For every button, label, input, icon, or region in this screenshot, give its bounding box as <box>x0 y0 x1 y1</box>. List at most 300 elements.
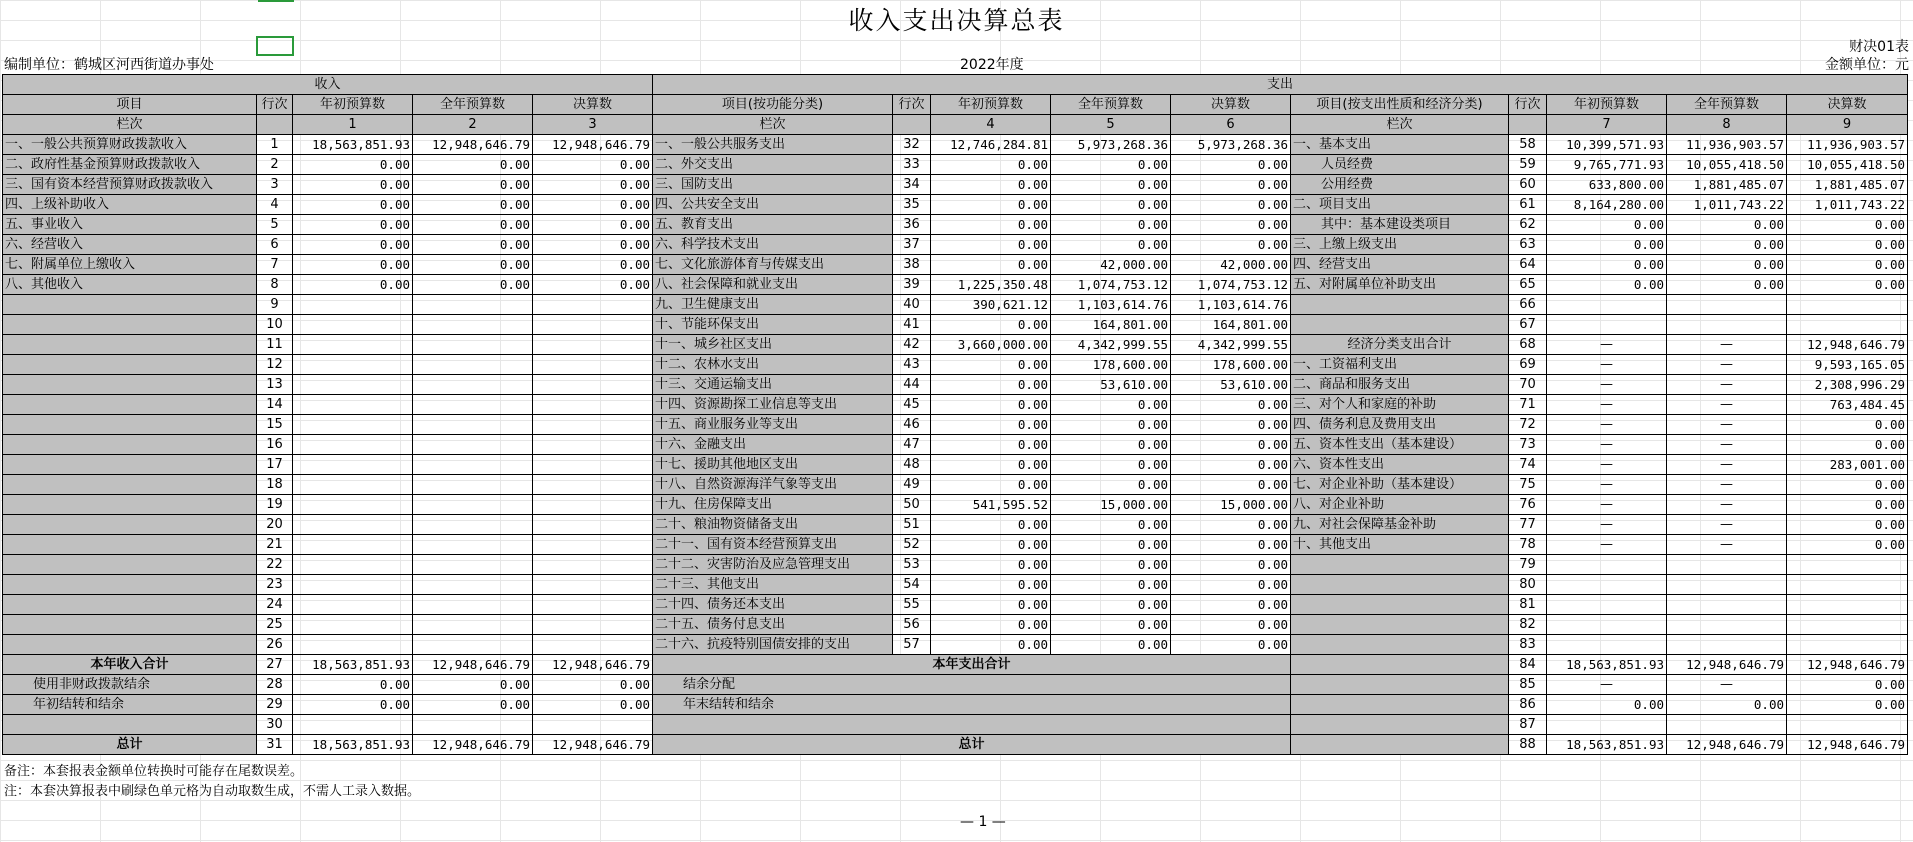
cell-value[interactable]: 1,103,614.76 <box>1051 295 1171 315</box>
table-row <box>3 555 1908 575</box>
cell-value[interactable] <box>1547 555 1667 575</box>
summary-table <box>2 74 1908 755</box>
cell-value[interactable]: 8,164,280.00 <box>1547 195 1667 215</box>
cell-value[interactable]: 4,342,999.55 <box>1051 335 1171 355</box>
cell-value[interactable]: 0.00 <box>533 175 653 195</box>
cell-value[interactable]: 12,948,646.79 <box>1667 735 1787 755</box>
cell-value[interactable]: — <box>1547 535 1667 555</box>
cell-value[interactable] <box>533 635 653 655</box>
row-no: 70 <box>1509 375 1547 395</box>
cell-value[interactable]: 9,593,165.05 <box>1787 355 1908 375</box>
cell-value[interactable] <box>413 615 533 635</box>
cell-value[interactable]: 0.00 <box>1051 175 1171 195</box>
cell-value[interactable]: — <box>1667 395 1787 415</box>
cell-value[interactable]: 0.00 <box>1051 475 1171 495</box>
cell-value[interactable]: 0.00 <box>533 695 653 715</box>
cell-value[interactable] <box>1547 575 1667 595</box>
cell-value[interactable]: 12,948,646.79 <box>1667 655 1787 675</box>
cell-value[interactable]: 0.00 <box>413 235 533 255</box>
row-item: 五、资本性支出（基本建设） <box>1291 435 1509 455</box>
row-no: 18 <box>257 475 293 495</box>
cell-value[interactable] <box>533 535 653 555</box>
cell-value[interactable]: 0.00 <box>1171 615 1291 635</box>
cell-value[interactable]: 18,563,851.93 <box>293 735 413 755</box>
cell-value[interactable]: 0.00 <box>1171 235 1291 255</box>
cell-value[interactable] <box>293 335 413 355</box>
cell-value[interactable] <box>1667 295 1787 315</box>
row-item: 一、一般公共服务支出 <box>653 135 893 155</box>
cell-value[interactable]: 15,000.00 <box>1171 495 1291 515</box>
cell-value[interactable]: 1,881,485.07 <box>1787 175 1908 195</box>
cell-value[interactable]: 4,342,999.55 <box>1171 335 1291 355</box>
col-index: 5 <box>1051 115 1171 135</box>
cell-value[interactable]: 0.00 <box>1171 515 1291 535</box>
cell-value[interactable]: 390,621.12 <box>931 295 1051 315</box>
cell-value[interactable]: — <box>1667 375 1787 395</box>
cell-value[interactable]: 11,936,903.57 <box>1787 135 1908 155</box>
cell-value[interactable]: 0.00 <box>931 195 1051 215</box>
cell-value[interactable] <box>1787 295 1908 315</box>
table-row <box>3 275 1908 295</box>
cell-value[interactable]: — <box>1667 495 1787 515</box>
cell-value[interactable] <box>293 455 413 475</box>
cell-value[interactable]: — <box>1547 455 1667 475</box>
cell-value[interactable]: 0.00 <box>533 215 653 235</box>
cell-value[interactable]: 18,563,851.93 <box>293 135 413 155</box>
cell-value[interactable]: 10,055,418.50 <box>1667 155 1787 175</box>
cell-value[interactable]: 0.00 <box>413 155 533 175</box>
cell-value[interactable] <box>1787 635 1908 655</box>
cell-value[interactable]: 0.00 <box>293 175 413 195</box>
cell-value[interactable] <box>293 435 413 455</box>
cell-value[interactable] <box>413 535 533 555</box>
row-no: 58 <box>1509 135 1547 155</box>
cell-value[interactable] <box>1547 615 1667 635</box>
cell-value[interactable]: 178,600.00 <box>1051 355 1171 375</box>
cell-value[interactable]: 0.00 <box>1171 635 1291 655</box>
cell-value[interactable]: — <box>1667 675 1787 695</box>
cell-value[interactable]: 0.00 <box>1051 575 1171 595</box>
cell-value[interactable]: 18,563,851.93 <box>1547 735 1667 755</box>
form-code: 财决01表 <box>1849 39 1909 55</box>
cell-value[interactable]: 12,948,646.79 <box>533 655 653 675</box>
cell-value[interactable]: 0.00 <box>931 615 1051 635</box>
cell-value[interactable]: 10,055,418.50 <box>1787 155 1908 175</box>
cell-value[interactable]: 10,399,571.93 <box>1547 135 1667 155</box>
row-item <box>1291 295 1509 315</box>
cell-value[interactable]: 0.00 <box>1051 515 1171 535</box>
cell-value[interactable]: 0.00 <box>931 595 1051 615</box>
cell-value[interactable]: — <box>1547 495 1667 515</box>
cell-value[interactable] <box>413 515 533 535</box>
cell-value[interactable]: 0.00 <box>1171 475 1291 495</box>
cell-value[interactable]: 42,000.00 <box>1171 255 1291 275</box>
cell-value[interactable]: 0.00 <box>1051 195 1171 215</box>
cell-value[interactable]: 0.00 <box>533 275 653 295</box>
row-no: 72 <box>1509 415 1547 435</box>
cell-value[interactable] <box>1547 295 1667 315</box>
cell-value[interactable] <box>413 335 533 355</box>
cell-value[interactable]: 18,563,851.93 <box>1547 655 1667 675</box>
cell-value[interactable] <box>533 495 653 515</box>
cell-value[interactable]: — <box>1667 455 1787 475</box>
row-no: 36 <box>893 215 931 235</box>
cell-value[interactable] <box>533 335 653 355</box>
cell-value[interactable] <box>533 435 653 455</box>
cell-value[interactable]: 0.00 <box>1787 235 1908 255</box>
cell-value[interactable]: 0.00 <box>1787 475 1908 495</box>
cell-value[interactable]: — <box>1667 435 1787 455</box>
cell-value[interactable] <box>293 475 413 495</box>
cell-value[interactable]: 0.00 <box>1171 175 1291 195</box>
cell-value[interactable]: 1,881,485.07 <box>1667 175 1787 195</box>
cell-value[interactable]: — <box>1547 395 1667 415</box>
cell-value[interactable]: 0.00 <box>413 195 533 215</box>
cell-value[interactable] <box>413 295 533 315</box>
row-item <box>3 315 257 335</box>
cell-value[interactable]: 0.00 <box>1171 455 1291 475</box>
cell-value[interactable]: 12,948,646.79 <box>1787 335 1908 355</box>
cell-value[interactable]: 0.00 <box>1051 215 1171 235</box>
expense-group-header: 支出 <box>653 75 1908 95</box>
row-no: 63 <box>1509 235 1547 255</box>
cell-value[interactable]: 0.00 <box>1787 535 1908 555</box>
row-no: 56 <box>893 615 931 635</box>
row-no: 69 <box>1509 355 1547 375</box>
cell-value[interactable]: 0.00 <box>1667 275 1787 295</box>
cell-value[interactable]: 0.00 <box>533 235 653 255</box>
row-item: 四、债务利息及费用支出 <box>1291 415 1509 435</box>
cell-value[interactable] <box>1787 575 1908 595</box>
cell-value[interactable]: 0.00 <box>1051 555 1171 575</box>
cell-value[interactable]: 0.00 <box>1051 395 1171 415</box>
cell-value[interactable]: 0.00 <box>1171 415 1291 435</box>
cell-value[interactable]: 0.00 <box>1171 395 1291 415</box>
cell-value[interactable]: 0.00 <box>293 235 413 255</box>
cell-value[interactable]: 0.00 <box>533 195 653 215</box>
cell-value[interactable] <box>413 415 533 435</box>
cell-value[interactable]: 12,948,646.79 <box>413 655 533 675</box>
cell-value[interactable]: 0.00 <box>1171 575 1291 595</box>
cell-value[interactable]: 15,000.00 <box>1051 495 1171 515</box>
cell-value[interactable] <box>533 615 653 635</box>
cell-value[interactable] <box>293 635 413 655</box>
cell-value[interactable] <box>293 595 413 615</box>
cell-value[interactable] <box>1667 635 1787 655</box>
cell-value[interactable]: 1,011,743.22 <box>1787 195 1908 215</box>
cell-value[interactable]: 0.00 <box>931 175 1051 195</box>
cell-value[interactable] <box>533 575 653 595</box>
cell-value[interactable]: 763,484.45 <box>1787 395 1908 415</box>
cell-value[interactable]: 0.00 <box>1051 415 1171 435</box>
cell-value[interactable]: 0.00 <box>1171 155 1291 175</box>
cell-value[interactable]: 0.00 <box>293 215 413 235</box>
row-no: 52 <box>893 535 931 555</box>
row-no: 28 <box>257 675 293 695</box>
cell-value[interactable]: — <box>1667 535 1787 555</box>
cell-value[interactable] <box>1667 615 1787 635</box>
table-row <box>3 195 1908 215</box>
cell-value[interactable]: 12,948,646.79 <box>1787 735 1908 755</box>
col-index: 9 <box>1787 115 1908 135</box>
cell-value[interactable] <box>1667 555 1787 575</box>
cell-value[interactable] <box>533 315 653 335</box>
cell-value[interactable]: 0.00 <box>1787 515 1908 535</box>
cell-value[interactable]: 0.00 <box>931 635 1051 655</box>
cell-value[interactable]: 0.00 <box>1171 535 1291 555</box>
cell-value[interactable]: — <box>1667 475 1787 495</box>
cell-value[interactable]: 12,948,646.79 <box>533 735 653 755</box>
cell-value[interactable]: 0.00 <box>931 215 1051 235</box>
cell-value[interactable]: 0.00 <box>1787 255 1908 275</box>
cell-value[interactable]: 53,610.00 <box>1051 375 1171 395</box>
cell-value[interactable]: 0.00 <box>1667 215 1787 235</box>
cell-value[interactable]: 0.00 <box>293 675 413 695</box>
row-no: 44 <box>893 375 931 395</box>
cell-value[interactable]: — <box>1547 515 1667 535</box>
row-no: 71 <box>1509 395 1547 415</box>
cell-value[interactable] <box>293 415 413 435</box>
cell-value[interactable]: 18,563,851.93 <box>293 655 413 675</box>
cell-value[interactable]: 0.00 <box>1787 415 1908 435</box>
cell-value[interactable]: 0.00 <box>931 435 1051 455</box>
cell-value[interactable]: 541,595.52 <box>931 495 1051 515</box>
cell-value[interactable]: 0.00 <box>1051 635 1171 655</box>
cell-value[interactable]: 0.00 <box>1667 235 1787 255</box>
cell-value[interactable]: 12,948,646.79 <box>533 135 653 155</box>
cell-value[interactable]: 0.00 <box>533 255 653 275</box>
cell-value[interactable]: 1,074,753.12 <box>1051 275 1171 295</box>
cell-value[interactable]: 0.00 <box>293 255 413 275</box>
cell-value[interactable] <box>413 635 533 655</box>
cell-value[interactable]: 0.00 <box>931 415 1051 435</box>
cell-value[interactable]: 9,765,771.93 <box>1547 155 1667 175</box>
cell-value[interactable]: 0.00 <box>931 455 1051 475</box>
row-item: 八、社会保障和就业支出 <box>653 275 893 295</box>
cell-value[interactable]: 0.00 <box>1787 675 1908 695</box>
cell-value[interactable]: — <box>1547 435 1667 455</box>
row-no: 45 <box>893 395 931 415</box>
cell-value[interactable]: — <box>1547 335 1667 355</box>
cell-value[interactable]: 5,973,268.36 <box>1171 135 1291 155</box>
cell-value[interactable] <box>533 395 653 415</box>
cell-value[interactable]: 0.00 <box>1171 555 1291 575</box>
cell-value[interactable]: 0.00 <box>1051 455 1171 475</box>
cell-value[interactable]: 2,308,996.29 <box>1787 375 1908 395</box>
cell-value[interactable]: 0.00 <box>1787 215 1908 235</box>
cell-value[interactable]: 0.00 <box>1787 495 1908 515</box>
cell-value[interactable] <box>413 375 533 395</box>
cell-value[interactable] <box>293 315 413 335</box>
row-item <box>3 555 257 575</box>
cell-value[interactable]: 0.00 <box>293 695 413 715</box>
cell-value[interactable]: 12,746,284.81 <box>931 135 1051 155</box>
cell-value[interactable]: 11,936,903.57 <box>1667 135 1787 155</box>
cell-value[interactable]: 0.00 <box>931 255 1051 275</box>
cell-value[interactable] <box>533 475 653 495</box>
cell-value[interactable]: 0.00 <box>1051 435 1171 455</box>
cell-value[interactable] <box>293 515 413 535</box>
row-item <box>1291 615 1509 635</box>
cell-value[interactable]: 0.00 <box>293 195 413 215</box>
cell-value[interactable]: 0.00 <box>413 695 533 715</box>
cell-value[interactable] <box>413 355 533 375</box>
cell-value[interactable]: — <box>1547 475 1667 495</box>
row-no: 74 <box>1509 455 1547 475</box>
cell-value[interactable]: 178,600.00 <box>1171 355 1291 375</box>
row-item <box>3 395 257 415</box>
row-item: 十九、住房保障支出 <box>653 495 893 515</box>
cell-value[interactable]: 0.00 <box>533 675 653 695</box>
cell-value[interactable]: 0.00 <box>1667 255 1787 275</box>
cell-value[interactable]: 0.00 <box>293 155 413 175</box>
cell-value[interactable]: 12,948,646.79 <box>1787 655 1908 675</box>
cell-value[interactable] <box>413 395 533 415</box>
cell-value[interactable] <box>413 435 533 455</box>
cell-value[interactable] <box>413 315 533 335</box>
cell-value[interactable]: 0.00 <box>1051 535 1171 555</box>
cell-value[interactable]: 0.00 <box>413 675 533 695</box>
cell-value[interactable]: 0.00 <box>931 555 1051 575</box>
table-row <box>3 415 1908 435</box>
cell-value[interactable]: — <box>1547 415 1667 435</box>
row-no: 34 <box>893 175 931 195</box>
cell-value[interactable]: 42,000.00 <box>1051 255 1171 275</box>
cell-value[interactable] <box>293 355 413 375</box>
cell-value[interactable]: 0.00 <box>931 235 1051 255</box>
cell-value[interactable] <box>293 375 413 395</box>
cell-value[interactable] <box>1787 595 1908 615</box>
cell-value[interactable]: 0.00 <box>1547 695 1667 715</box>
cell-value[interactable]: 0.00 <box>1787 275 1908 295</box>
cell-value[interactable]: 53,610.00 <box>1171 375 1291 395</box>
cell-value[interactable] <box>1547 635 1667 655</box>
cell-value[interactable]: 12,948,646.79 <box>413 735 533 755</box>
cell-value[interactable]: 0.00 <box>931 395 1051 415</box>
cell-value[interactable]: 0.00 <box>1051 595 1171 615</box>
cell-value[interactable] <box>293 295 413 315</box>
cell-value[interactable]: — <box>1547 355 1667 375</box>
cell-value[interactable] <box>533 555 653 575</box>
cell-value[interactable]: 0.00 <box>1051 155 1171 175</box>
cell-value[interactable]: 0.00 <box>1787 695 1908 715</box>
cell-value[interactable]: 0.00 <box>413 275 533 295</box>
cell-value[interactable]: 1,074,753.12 <box>1171 275 1291 295</box>
cell-value[interactable] <box>293 395 413 415</box>
cell-value[interactable] <box>413 575 533 595</box>
cell-value[interactable]: 0.00 <box>1051 235 1171 255</box>
cell-value[interactable] <box>533 415 653 435</box>
cell-value[interactable]: 0.00 <box>1787 435 1908 455</box>
cell-value[interactable] <box>533 515 653 535</box>
cell-value[interactable]: 164,801.00 <box>1171 315 1291 335</box>
cell-value[interactable] <box>293 575 413 595</box>
cell-value[interactable]: 0.00 <box>931 375 1051 395</box>
column-header-row <box>3 95 1908 115</box>
cell-value[interactable] <box>533 595 653 615</box>
cell-value[interactable] <box>413 475 533 495</box>
cell-value[interactable]: 0.00 <box>413 255 533 275</box>
cell-value[interactable] <box>1787 315 1908 335</box>
cell-value[interactable]: 0.00 <box>931 355 1051 375</box>
cell-value[interactable] <box>413 595 533 615</box>
row-no: 26 <box>257 635 293 655</box>
cell-value[interactable]: — <box>1667 515 1787 535</box>
cell-value[interactable]: 0.00 <box>931 315 1051 335</box>
cell-value[interactable] <box>1547 595 1667 615</box>
cell-value[interactable]: 1,011,743.22 <box>1667 195 1787 215</box>
cell-value[interactable] <box>293 615 413 635</box>
cell-value[interactable]: — <box>1667 335 1787 355</box>
cell-value[interactable] <box>533 295 653 315</box>
cell-value[interactable] <box>293 555 413 575</box>
cell-value[interactable]: 0.00 <box>931 475 1051 495</box>
cell-value[interactable]: 0.00 <box>1547 275 1667 295</box>
cell-value[interactable]: 0.00 <box>1051 615 1171 635</box>
cell-value[interactable]: 0.00 <box>1171 595 1291 615</box>
row-item: 十三、交通运输支出 <box>653 375 893 395</box>
cell-value[interactable]: 0.00 <box>1171 435 1291 455</box>
cell-value[interactable] <box>413 555 533 575</box>
cell-value[interactable]: 0.00 <box>293 275 413 295</box>
cell-value[interactable] <box>413 495 533 515</box>
cell-value[interactable]: 0.00 <box>931 155 1051 175</box>
cell-value[interactable]: 0.00 <box>931 575 1051 595</box>
cell-value[interactable]: 0.00 <box>413 215 533 235</box>
cell-value[interactable] <box>293 535 413 555</box>
cell-value[interactable]: 0.00 <box>413 175 533 195</box>
row-item: 七、附属单位上缴收入 <box>3 255 257 275</box>
cell-value[interactable]: 0.00 <box>533 155 653 175</box>
cell-value[interactable]: — <box>1667 415 1787 435</box>
cell-value[interactable] <box>533 375 653 395</box>
cell-value[interactable]: 0.00 <box>1171 195 1291 215</box>
cell-value[interactable]: 283,001.00 <box>1787 455 1908 475</box>
cell-value[interactable] <box>293 495 413 515</box>
cell-value[interactable]: — <box>1547 375 1667 395</box>
cell-value[interactable] <box>413 455 533 475</box>
row-no: 22 <box>257 555 293 575</box>
row-no: 61 <box>1509 195 1547 215</box>
cell-value[interactable]: 0.00 <box>1547 215 1667 235</box>
cell-value[interactable]: 0.00 <box>931 515 1051 535</box>
cell-value[interactable] <box>1667 575 1787 595</box>
cell-value[interactable]: — <box>1667 355 1787 375</box>
cell-value[interactable] <box>1787 615 1908 635</box>
cell-value[interactable] <box>1667 595 1787 615</box>
cell-value[interactable]: 1,103,614.76 <box>1171 295 1291 315</box>
cell-value[interactable] <box>533 355 653 375</box>
row-item <box>3 495 257 515</box>
cell-value[interactable]: 0.00 <box>1667 695 1787 715</box>
cell-value[interactable]: 0.00 <box>1171 215 1291 235</box>
cell-value[interactable]: 12,948,646.79 <box>413 135 533 155</box>
cell-value[interactable]: 633,800.00 <box>1547 175 1667 195</box>
cell-value[interactable] <box>1547 315 1667 335</box>
row-item: 三、国防支出 <box>653 175 893 195</box>
cell-value[interactable]: 164,801.00 <box>1051 315 1171 335</box>
cell-value[interactable]: 1,225,350.48 <box>931 275 1051 295</box>
cell-value[interactable]: 0.00 <box>1547 235 1667 255</box>
cell-value[interactable] <box>533 455 653 475</box>
cell-value[interactable] <box>1667 315 1787 335</box>
cell-value[interactable]: 0.00 <box>931 535 1051 555</box>
cell-value[interactable]: — <box>1547 675 1667 695</box>
cell-value[interactable]: 3,660,000.00 <box>931 335 1051 355</box>
cell-value[interactable]: 0.00 <box>1547 255 1667 275</box>
cell-value[interactable] <box>1787 555 1908 575</box>
cell-value[interactable]: 5,973,268.36 <box>1051 135 1171 155</box>
